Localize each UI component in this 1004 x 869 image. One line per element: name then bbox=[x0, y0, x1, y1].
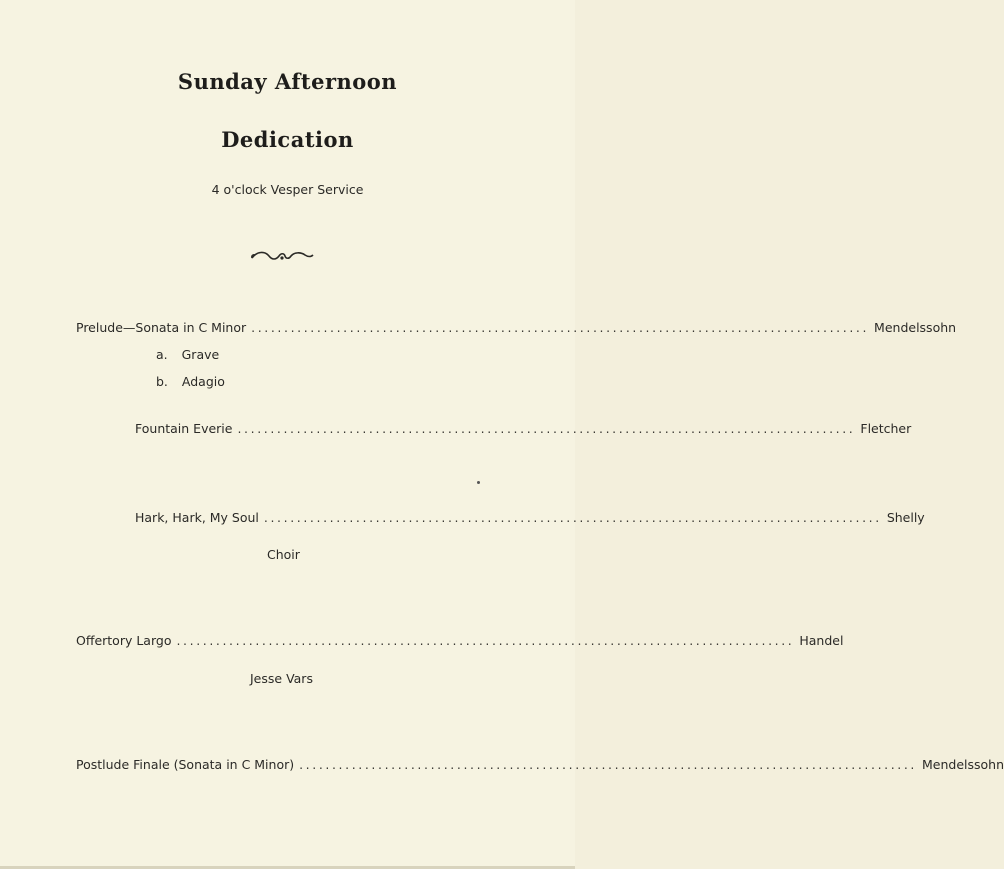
item-composer: Handel bbox=[799, 633, 844, 648]
leader-dots: .............................................................................................. bbox=[251, 320, 870, 335]
movement-name: Grave bbox=[181, 347, 220, 362]
item-title: Offertory Largo bbox=[76, 633, 172, 648]
leader-dots: .............................................................................................. bbox=[237, 421, 856, 436]
item-composer: Shelly bbox=[886, 510, 925, 525]
performer-soloist: Jesse Vars bbox=[250, 671, 313, 686]
service-time: 4 o'clock Vesper Service bbox=[211, 182, 364, 197]
leader-dots: .............................................................................................. bbox=[299, 757, 918, 772]
program-item-postlude bbox=[76, 757, 1004, 772]
movement-item bbox=[156, 374, 225, 389]
item-title: Fountain Everie bbox=[135, 421, 233, 436]
item-composer: Mendelssohn bbox=[922, 757, 1004, 772]
leader-dots: .............................................................................................. bbox=[176, 633, 795, 648]
item-title: Postlude Finale (Sonata in C Minor) bbox=[76, 757, 295, 772]
movement-name: Adagio bbox=[181, 374, 225, 389]
leader-dots: .............................................................................................. bbox=[263, 510, 882, 525]
movement-marker: a. bbox=[156, 347, 168, 362]
item-composer: Fletcher bbox=[860, 421, 912, 436]
program-item-fountain bbox=[135, 421, 912, 436]
movement-marker: b. bbox=[156, 374, 168, 389]
page-subtitle: Dedication bbox=[221, 127, 354, 152]
program-item-prelude bbox=[76, 320, 957, 335]
ink-speck bbox=[477, 481, 480, 484]
scroll-flourish-icon bbox=[249, 247, 315, 265]
program-item-offertory bbox=[76, 633, 844, 648]
item-composer: Mendelssohn bbox=[874, 320, 957, 335]
item-title: Prelude—Sonata in C Minor bbox=[76, 320, 247, 335]
program-item-hark bbox=[135, 510, 925, 525]
movement-item bbox=[156, 347, 219, 362]
performer-choir: Choir bbox=[267, 547, 300, 562]
page-title: Sunday Afternoon bbox=[177, 69, 398, 94]
item-title: Hark, Hark, My Soul bbox=[135, 510, 259, 525]
